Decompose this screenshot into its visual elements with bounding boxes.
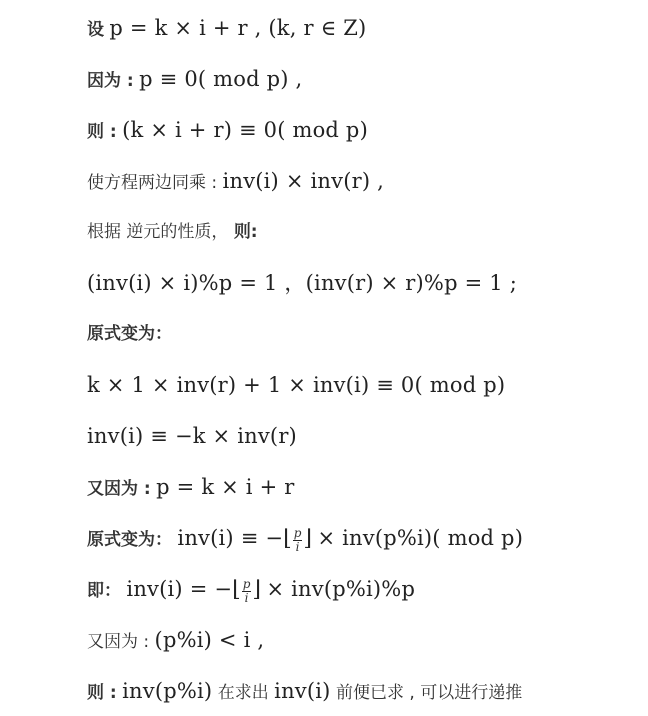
line-label: 又因为 : (87, 479, 151, 499)
line-definition (87, 8, 648, 48)
math-expression: (inv(i) × i)%p = 1 ，(inv(r) × r)%p = 1 ; (87, 271, 517, 295)
math-expression: inv(p%i) (122, 679, 213, 703)
math-expression: × inv(p%i)%p (266, 577, 416, 601)
line-inverse-property (87, 212, 648, 252)
line-that-is (87, 569, 648, 609)
line-multiply (87, 161, 648, 201)
line-expanded (87, 365, 648, 405)
math-expression: inv(i) ≡ − (177, 526, 284, 550)
math-expression: inv(i) = − (126, 577, 233, 601)
math-expression: × inv(p%i)( mod p) (317, 526, 524, 550)
floor-open: ⌊ (283, 526, 292, 551)
fraction-numerator: p (293, 525, 302, 540)
line-also-because-2 (87, 620, 648, 660)
line-text: 根据 逆元的性质， (87, 222, 229, 242)
line-label: 设 (87, 20, 104, 40)
line-label: 因为 : (87, 71, 134, 91)
line-becomes (87, 314, 648, 354)
math-expression: k × 1 × inv(r) + 1 × inv(i) ≡ 0( mod p) (87, 373, 506, 397)
line-conclusion (87, 671, 648, 711)
math-expression: p = k × i + r (156, 475, 295, 499)
fraction-denominator: i (244, 590, 249, 605)
line-label: 则 : (87, 122, 117, 142)
line-label: 原式变为： (87, 530, 172, 550)
line-inv-i (87, 416, 648, 456)
line-becomes-2 (87, 518, 648, 558)
fraction-numerator: p (242, 576, 251, 591)
line-text: 使方程两边同乘 : (87, 173, 218, 193)
line-text: 前便已求 , 可以进行递推 (335, 683, 523, 703)
fraction (293, 527, 303, 554)
line-because (87, 59, 648, 99)
line-label: 即： (87, 581, 121, 601)
fraction-denominator: i (295, 539, 300, 554)
line-label: 原式变为： (87, 324, 172, 344)
floor-open: ⌊ (232, 577, 241, 602)
line-label: 则 : (87, 683, 117, 703)
line-text: 在求出 (217, 683, 269, 703)
math-expression: inv(i) (274, 679, 331, 703)
line-inverse-identities (87, 263, 648, 303)
math-expression: inv(i) ≡ −k × inv(r) (87, 424, 297, 448)
line-label: 则: (233, 222, 258, 242)
math-expression: (p%i) < i , (154, 628, 265, 652)
math-expression: inv(i) × inv(r) , (222, 169, 384, 193)
line-text: 又因为 : (87, 632, 150, 652)
math-expression: p = k × i + r , (k, r ∈ Z) (109, 16, 367, 40)
floor-close: ⌋ (303, 526, 313, 551)
line-also-because (87, 467, 648, 507)
floor-close: ⌋ (252, 577, 262, 602)
math-expression: p ≡ 0( mod p) , (139, 67, 303, 91)
fraction (242, 578, 252, 605)
math-expression: (k × i + r) ≡ 0( mod p) (122, 118, 368, 142)
line-then (87, 110, 648, 150)
